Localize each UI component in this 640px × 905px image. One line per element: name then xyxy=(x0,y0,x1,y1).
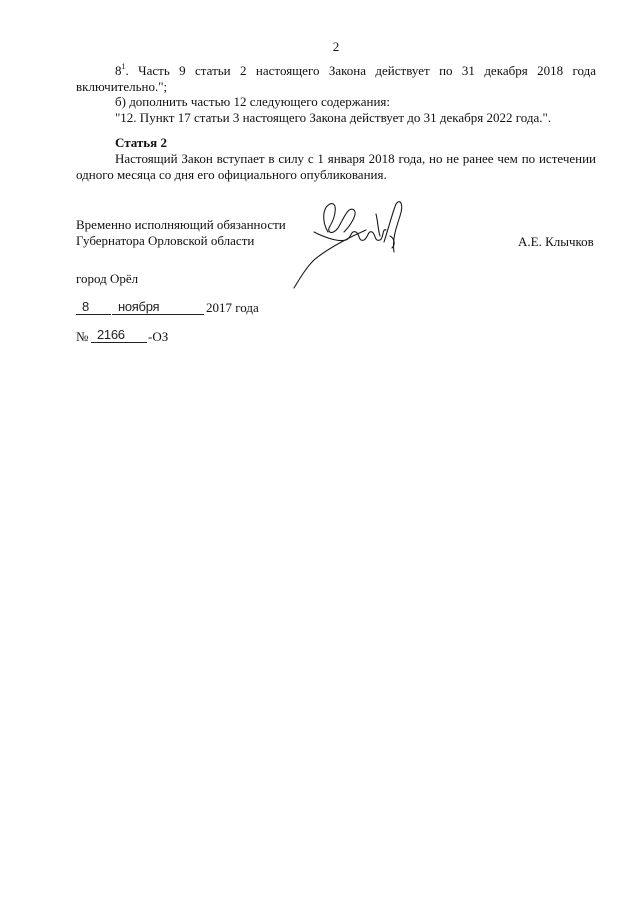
number-suffix: -ОЗ xyxy=(148,329,169,344)
item-8-number: 8 xyxy=(115,63,122,78)
item-8-text: . Часть 9 статьи 2 настоящего Закона действует по 31 декабря 2018 года xyxy=(125,63,596,78)
number-prefix: № xyxy=(76,329,89,344)
article-2-line-1: Настоящий Закон вступает в силу с 1 января 2018 года, но не ранее чем по истечении xyxy=(115,151,596,166)
item-8-superscript: 1 xyxy=(121,62,126,71)
item-8-1-line-1 xyxy=(115,63,596,79)
signatory-title-line-1: Временно исполняющий обязанности xyxy=(76,217,286,232)
date-month: ноября xyxy=(118,299,160,314)
signatory-name: А.Е. Клычков xyxy=(518,234,594,249)
item-8-1-line-2: включительно."; xyxy=(76,79,168,94)
date-day-underline xyxy=(76,314,111,315)
date-year: 2017 года xyxy=(206,300,259,315)
article-2-title: Статья 2 xyxy=(115,135,167,150)
number-value: 2166 xyxy=(97,327,125,342)
signatory-title-line-2: Губернатора Орловской области xyxy=(76,233,255,248)
item-b: б) дополнить частью 12 следующего содержания: xyxy=(115,94,391,109)
date-day: 8 xyxy=(82,299,89,314)
article-2-line-2: одного месяца со дня его официального опубликования. xyxy=(76,167,387,182)
date-month-underline xyxy=(112,314,204,315)
number-underline xyxy=(91,342,147,343)
item-12: "12. Пункт 17 статьи 3 настоящего Закона действует до 31 декабря 2022 года.". xyxy=(115,110,552,125)
city: город Орёл xyxy=(76,271,139,286)
signature-image xyxy=(292,196,412,292)
page-number: 2 xyxy=(332,39,340,54)
